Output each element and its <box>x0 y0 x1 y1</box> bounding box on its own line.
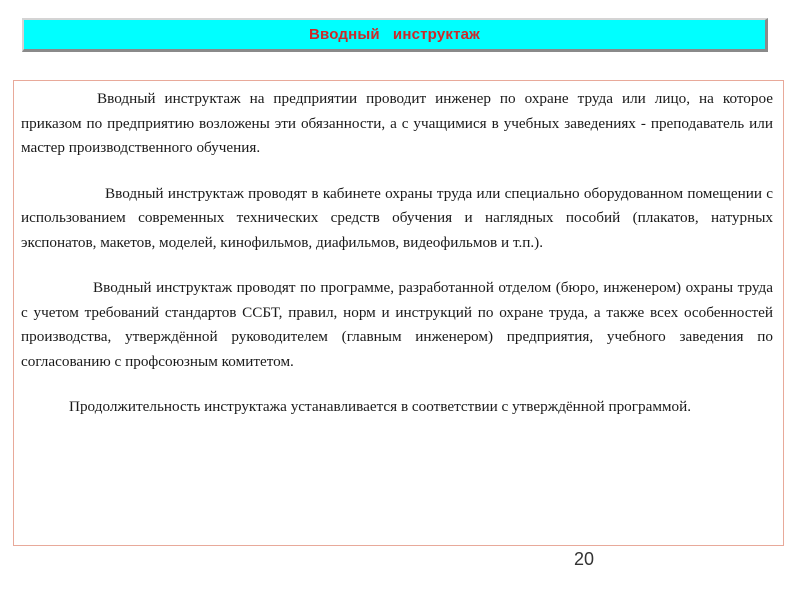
slide-title: Вводный инструктаж <box>308 26 481 43</box>
paragraph-4: Продолжительность инструктажа устанавливается в соответствии с утверждённой программой. <box>69 398 692 415</box>
paragraph-1: Вводный инструктаж на предприятии проводит инженер по охране труда или лицо, на которое приказом по предприятию возложены эти обязанности, а с учащимися в учебных заведениях - преподаватель или мастер производственного обучения. <box>21 90 773 156</box>
slide-title-bar <box>22 18 768 52</box>
page-number: 20 <box>574 549 595 569</box>
paragraph-2: Вводный инструктаж проводят в кабинете охраны труда или специально оборудованном помещении с использованием современных технических средств обучения и наглядных пособий (плакатов, натурных экспонатов, макетов, моделей, кинофильмов, диафильмов, видеофильмов и т.п.). <box>21 184 773 251</box>
content-box <box>13 80 784 546</box>
paragraph-3: Вводный инструктаж проводят по программе, разработанной отделом (бюро, инженером) охраны труда с учетом требований стандартов ССБТ, правил, норм и инструкций по охране труда, а также всех особенностей производства, утверждённой руководителем (главным инженером) предприятия, учебного заведения по согласованию с профсоюзным комитетом. <box>21 279 773 370</box>
